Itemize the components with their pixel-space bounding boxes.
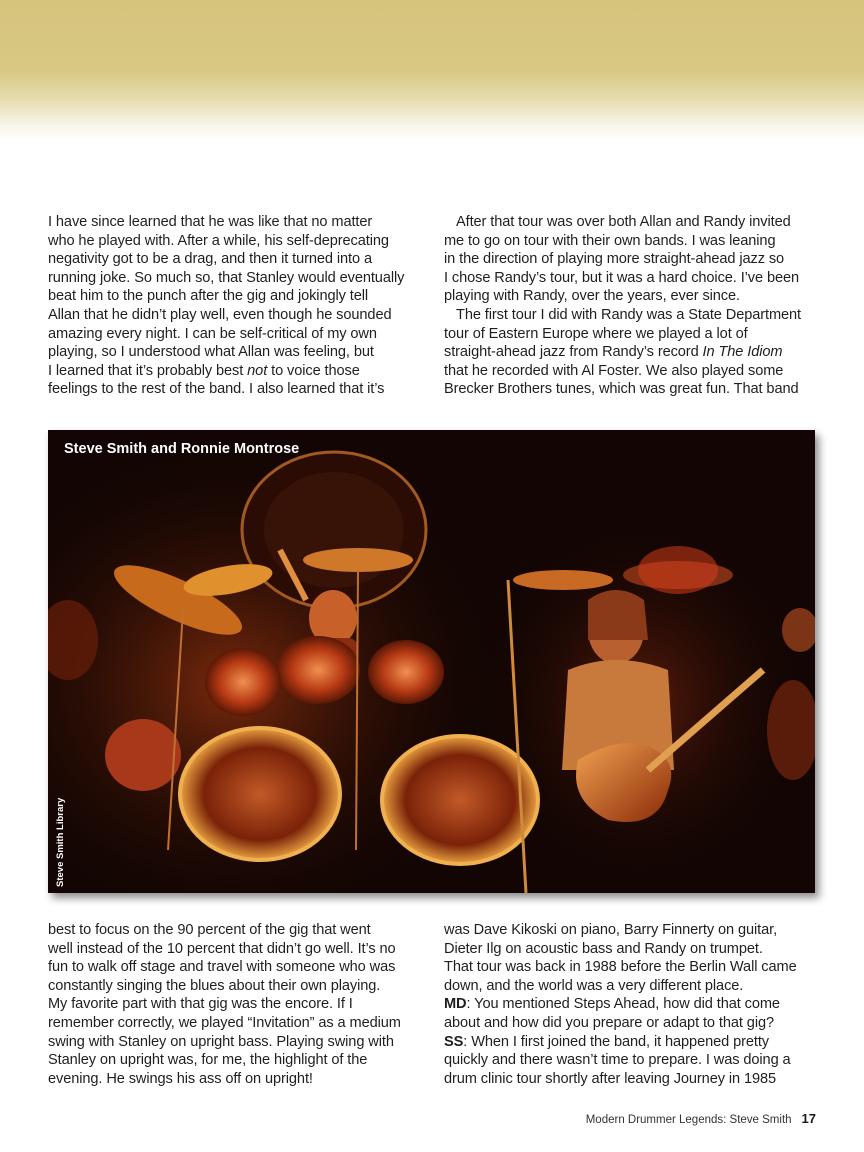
text-line: beat him to the punch after the gig and jokingly tell [48, 288, 369, 305]
text-line: I chose Randy’s tour, but it was a hard choice. I’ve been [444, 269, 800, 286]
text-line: drum clinic tour shortly after leaving Journey in 1985 [444, 1070, 777, 1087]
text-column-left-top [48, 213, 428, 399]
footer-title: Modern Drummer Legends: Steve Smith [585, 1114, 792, 1126]
text-line: The first tour I did with Randy was a State Department [456, 306, 802, 323]
text-line: quickly and there wasn’t time to prepare. I was doing a [444, 1052, 791, 1069]
album-title: In The Idiom [702, 344, 783, 361]
text-line: best to focus on the 90 percent of the gig that went [48, 922, 371, 938]
text-line [444, 343, 824, 362]
text-line: constantly singing the blues about their own playing. [48, 977, 381, 994]
text-line [444, 1033, 824, 1052]
text-line: Allan that he didn’t play well, even though he sounded [48, 306, 392, 323]
text-line: amazing every night. I can be self-critical of my own [48, 325, 377, 342]
text-line: fun to walk off stage and travel with someone who was [48, 959, 396, 976]
text-line: that he recorded with Al Foster. We also played some [444, 362, 784, 379]
concert-photo [48, 430, 815, 893]
text-column-right-bottom [444, 921, 824, 1088]
text-line: in the direction of playing more straight-ahead jazz so [444, 251, 785, 268]
text-segment: to voice those [267, 362, 360, 379]
text-segment: straight-ahead jazz from Randy’s record [444, 344, 703, 361]
text-line: After that tour was over both Allan and Randy invited [456, 214, 791, 230]
page-footer [586, 1111, 816, 1126]
text-line: Dieter Ilg on acoustic bass and Randy on trumpet. [444, 940, 763, 957]
text-line: well instead of the 10 percent that didn’t go well. It’s no [48, 940, 396, 957]
text-line: I have since learned that he was like that no matter [48, 214, 373, 230]
speaker-label-md: MD [444, 996, 467, 1013]
text-line: down, and the world was a very different place. [444, 977, 744, 994]
text-line [48, 362, 428, 381]
emphasis-text: not [247, 362, 268, 379]
text-line: That tour was back in 1988 before the Berlin Wall came [444, 959, 797, 976]
header-band [0, 0, 864, 140]
text-line: My favorite part with that gig was the encore. If I [48, 996, 353, 1013]
text-line: playing with Randy, over the years, ever since. [444, 288, 740, 305]
text-line: swing with Stanley on upright bass. Playing swing with [48, 1033, 394, 1050]
text-line: was Dave Kikoski on piano, Barry Finnerty on guitar, [444, 922, 778, 938]
photo-credit: Steve Smith Library [55, 797, 66, 887]
text-line: remember correctly, we played “Invitation” as a medium [48, 1014, 401, 1031]
text-line: who he played with. After a while, his self-deprecating [48, 232, 389, 249]
text-line [444, 995, 824, 1014]
text-line: tour of Eastern Europe where we played a lot of [444, 325, 748, 342]
text-line: Stanley on upright was, for me, the highlight of the [48, 1052, 368, 1069]
text-line: running joke. So much so, that Stanley would eventually [48, 269, 405, 286]
text-segment: I learned that it’s probably best [48, 362, 248, 379]
text-line: negativity got to be a drag, and then it turned into a [48, 251, 373, 268]
text-line: me to go on tour with their own bands. I was leaning [444, 232, 776, 249]
speaker-label-ss: SS [444, 1033, 464, 1050]
text-line: about and how did you prepare or adapt to that gig? [444, 1014, 774, 1031]
text-line: Brecker Brothers tunes, which was great fun. That band [444, 381, 799, 398]
text-segment: : When I first joined the band, it happened pretty [463, 1033, 769, 1050]
text-line: feelings to the rest of the band. I also learned that it’s [48, 381, 385, 398]
text-column-left-bottom [48, 921, 428, 1088]
text-line: evening. He swings his ass off on upright! [48, 1070, 313, 1087]
text-column-right-top [444, 213, 824, 399]
text-segment: : You mentioned Steps Ahead, how did that come [466, 996, 780, 1013]
concert-photo-illustration [48, 430, 815, 893]
text-line: playing, so I understood what Allan was feeling, but [48, 344, 374, 361]
photo-caption: Steve Smith and Ronnie Montrose [64, 441, 300, 457]
page-number: 17 [801, 1111, 816, 1126]
